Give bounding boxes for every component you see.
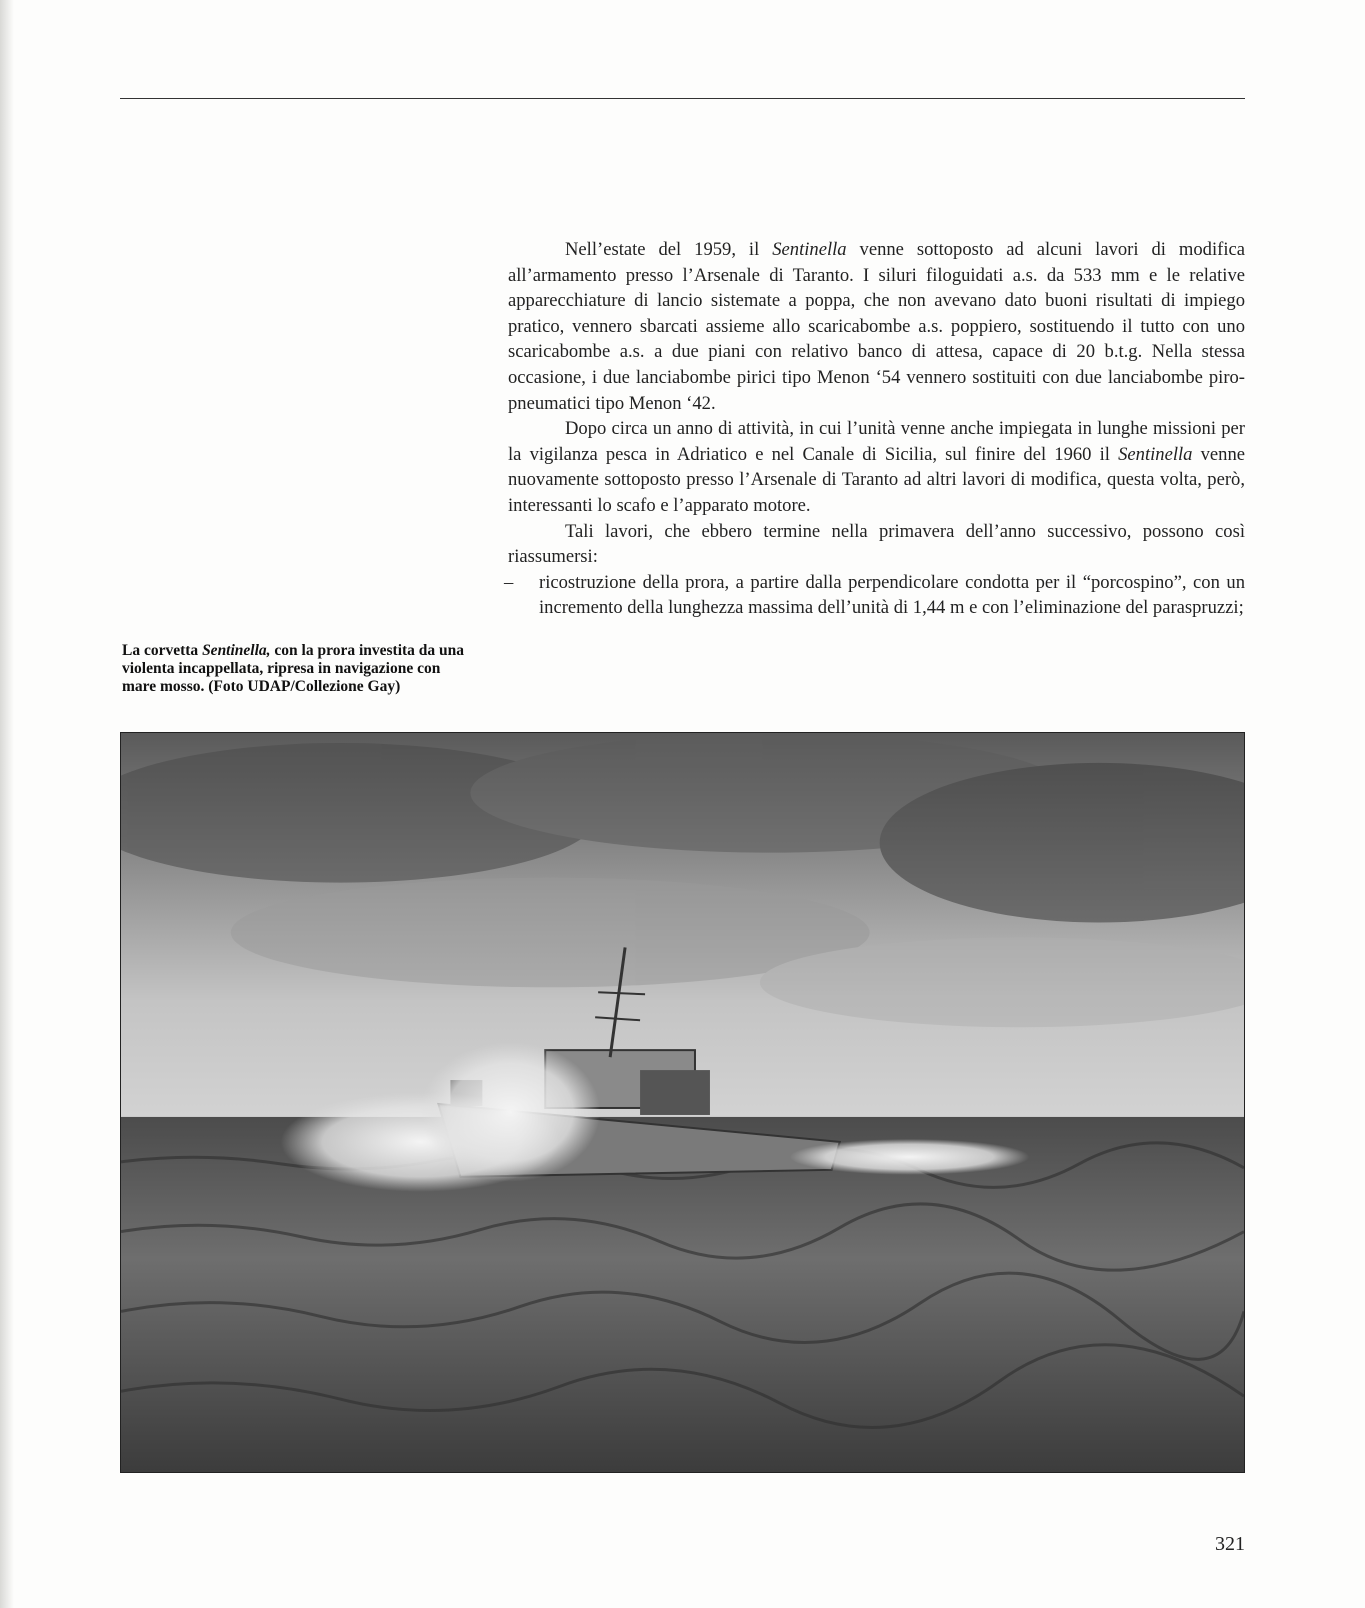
caption-part-1: La corvetta	[122, 642, 203, 659]
paragraph-3	[508, 519, 1245, 570]
bow-spray-high	[420, 1042, 600, 1182]
list-item-text: ricostruzione della prora, a partire dalla perpendicolare condotta per il “porcospino”, con un incremento della lunghezza massima dell’unità di 1,44 m e con l’eliminazione del paraspruzzi;	[539, 571, 1245, 619]
page-edge-shadow	[0, 0, 14, 1608]
paragraph-1-text-b: venne sottoposto ad alcuni lavori di modifica all’armamento presso l’Arsenale di Taranto. I siluri filoguidati a.s. da 533 mm e le relative apparecchiature di lancio sistemate a poppa, che non avevano dato buoni risultati di impiego pratico, vennero sbarcati assieme allo scaricabombe a.s. poppiero, sostituendo il tutto con uno scaricabombe a.s. a due piani con relativo banco di attesa, capace di 20 b.t.g. Nella stessa occasione, i due lanciabombe pirici tipo Menon ‘54 vennero sostituiti con due lanciabombe piro-pneumatici tipo Menon ‘42.	[508, 239, 1245, 414]
body-text	[504, 237, 1245, 621]
paragraph-2	[508, 416, 1245, 518]
caption-ship-name: Sentinella,	[202, 642, 271, 659]
photo-caption	[122, 642, 472, 696]
paragraph-2-text-b: venne nuovamente sottoposto presso l’Arsenale di Taranto ad altri lavori di modifica, questa volta, però, interessanti lo scafo e l’apparato motore.	[508, 443, 1245, 516]
page-number: 321	[1215, 1533, 1245, 1555]
wake-foam	[790, 1139, 1030, 1175]
paragraph-1-text-a: Nell’estate del 1959, il	[565, 239, 773, 260]
paragraph-2-text-a: Dopo circa un anno di attività, in cui l’unità venne anche impiegata in lunghe missioni per la vigilanza pesca in Adriatico e nel Canale di Sicilia, sul finire del 1960 il	[508, 418, 1245, 465]
corvette-photo	[120, 732, 1245, 1473]
paragraph-3-text: Tali lavori, che ebbero termine nella primavera dell’anno successivo, possono così riassumersi:	[508, 520, 1245, 568]
paragraph-1	[508, 237, 1245, 416]
list-item	[504, 570, 1245, 621]
modifications-list	[504, 570, 1245, 621]
header-rule	[120, 98, 1245, 99]
list-dash: –	[504, 571, 514, 593]
caption-part-2: con la prora investita da una violenta incappellata, ripresa in navigazione con mare mosso. (Foto UDAP/Collezione Gay)	[122, 642, 465, 695]
corvette-at-sea-in-rough-water-photo	[121, 733, 1244, 1472]
paragraph-2-ship-name: Sentinella	[1118, 443, 1193, 465]
paragraph-1-ship-name: Sentinella	[772, 239, 847, 260]
